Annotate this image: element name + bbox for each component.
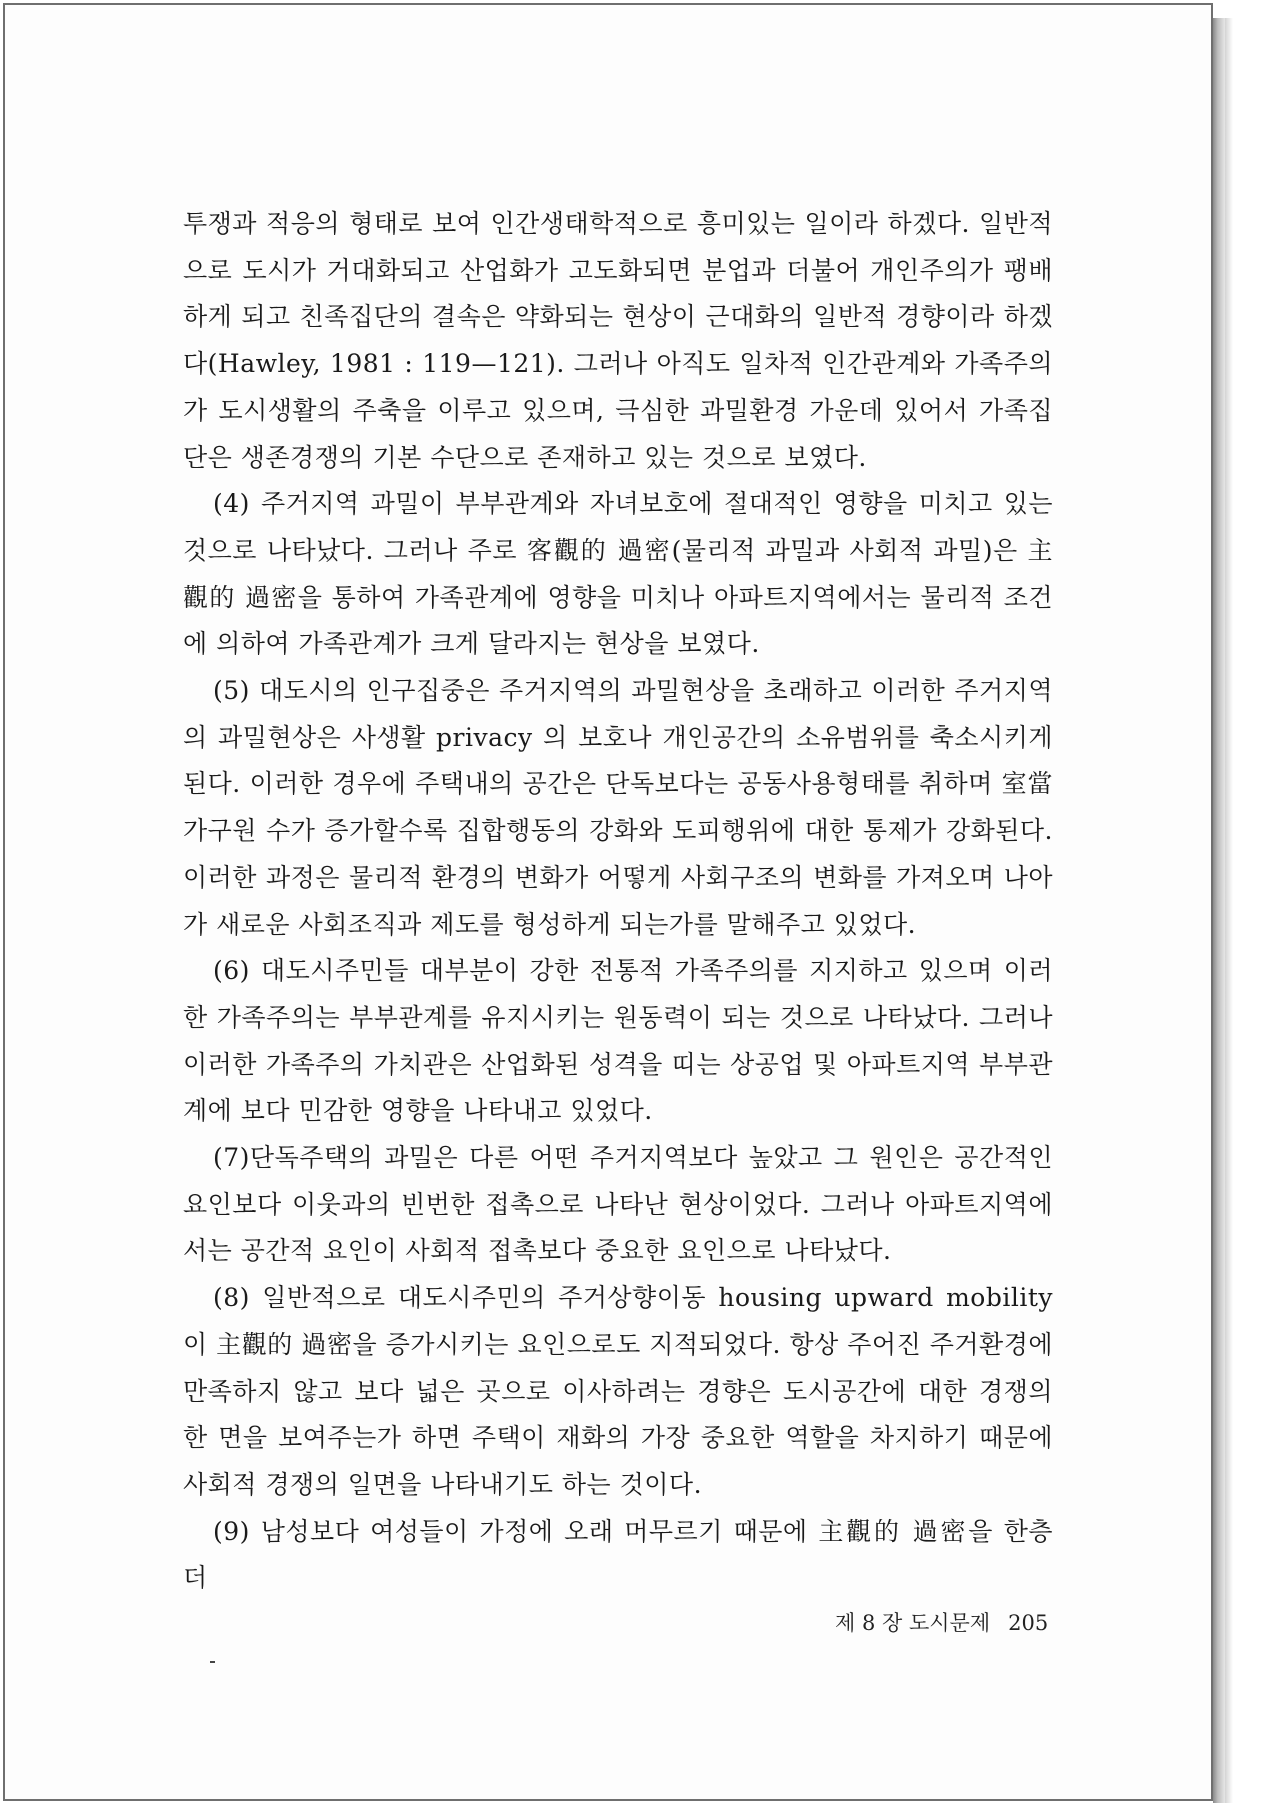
page-shadow — [1225, 18, 1233, 1803]
body-text — [183, 201, 1053, 1602]
paragraph-item-6: (6) 대도시주민들 대부분이 강한 전통적 가족주의를 지지하고 있으며 이러한 가족주의는 부부관계를 유지시키는 원동력이 되는 것으로 나타났다. 그러나 이러한 가족주의 가치관은 산업화된 성격을 띠는 상공업 및 아파트지역 부부관계에 보다 민감한 영향을 나타내고 있었다. — [183, 956, 1053, 1126]
page-number: 205 — [1008, 1611, 1049, 1635]
page-footer — [835, 1609, 1049, 1637]
paragraph-item-5: (5) 대도시의 인구집중은 주거지역의 과밀현상을 초래하고 이러한 주거지역의 과밀현상은 사생활 privacy 의 보호나 개인공간의 소유범위를 축소시키게 된다. 이러한 경우에 주택내의 공간은 단독보다는 공동사용형태를 취하며 室當 가구원 수가 증가할수록 집합행동의 강화와 도피행위에 대한 통제가 강화된다. 이러한 과정은 물리적 환경의 변화가 어떻게 사회구조의 변화를 가져오며 나아가 새로운 사회조직과 제도를 형성하게 되는가를 말해주고 있었다. — [183, 676, 1053, 939]
paragraph-item-9: (9) 남성보다 여성들이 가정에 오래 머무르기 때문에 主觀的 過密을 한층 더 — [183, 1516, 1053, 1593]
paragraph-item-7: (7)단독주택의 과밀은 다른 어떤 주거지역보다 높았고 그 원인은 공간적인 요인보다 이웃과의 빈번한 접촉으로 나타난 현상이었다. 그러나 아파트지역에서는 공간적 요인이 사회적 접촉보다 중요한 요인으로 나타났다. — [183, 1143, 1053, 1266]
scan-speck — [210, 1661, 215, 1663]
paragraph-continuation: 투쟁과 적응의 형태로 보여 인간생태학적으로 흥미있는 일이라 하겠다. 일반적으로 도시가 거대화되고 산업화가 고도화되면 분업과 더불어 개인주의가 팽배하게 되고 친족집단의 결속은 약화되는 현상이 근대화의 일반적 경향이라 하겠다(Hawley, 1981 : 119—121). 그러나 아직도 일차적 인간관계와 가족주의가 도시생활의 주축을 이루고 있으며, 극심한 과밀환경 가운데 있어서 가족집단은 생존경쟁의 기본 수단으로 존재하고 있는 것으로 보였다. — [183, 209, 1053, 472]
book-page — [3, 3, 1213, 1801]
chapter-title: 제 8 장 도시문제 — [835, 1611, 991, 1635]
paragraph-item-4: (4) 주거지역 과밀이 부부관계와 자녀보호에 절대적인 영향을 미치고 있는 것으로 나타났다. 그러나 주로 客觀的 過密(물리적 과밀과 사회적 과밀)은 主觀的 過密을 통하여 가족관계에 영향을 미치나 아파트지역에서는 물리적 조건에 의하여 가족관계가 크게 달라지는 현상을 보였다. — [183, 489, 1053, 659]
paragraph-item-8: (8) 일반적으로 대도시주민의 주거상향이동 housing upward mobility 이 主觀的 過密을 증가시키는 요인으로도 지적되었다. 항상 주어진 주거환경에 만족하지 않고 보다 넓은 곳으로 이사하려는 경향은 도시공간에 대한 경쟁의 한 면을 보여주는가 하면 주택이 재화의 가장 중요한 역할을 차지하기 때문에 사회적 경쟁의 일면을 나타내기도 하는 것이다. — [183, 1283, 1053, 1499]
